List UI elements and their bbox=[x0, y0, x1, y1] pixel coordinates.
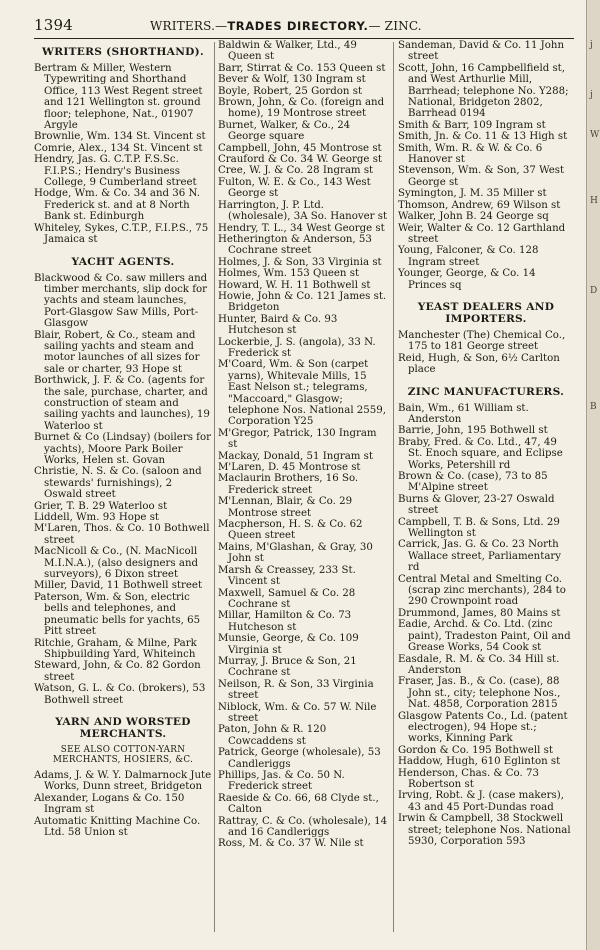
running-head-title: TRADES DIRECTORY. bbox=[227, 19, 369, 33]
directory-entry: Barrie, John, 195 Bothwell st bbox=[398, 425, 548, 437]
directory-entry: Holmes, Wm. 153 Queen st bbox=[218, 268, 360, 280]
directory-entry: M'Laren, D. 45 Montrose st bbox=[218, 462, 361, 474]
directory-entry: Young, Falconer, & Co. 128 Ingram street bbox=[398, 245, 539, 268]
directory-entry: Millar, Hamilton & Co. 73 Hutcheson st bbox=[218, 610, 352, 633]
directory-entry: Hodge, Wm. & Co. 34 and 36 N. Frederick st. and at 8 North Bank st. Edinburgh bbox=[34, 188, 201, 223]
directory-entry: Braby, Fred. & Co. Ltd., 47, 49 St. Enoch square, and Eclipse Works, Petershill rd bbox=[398, 436, 563, 471]
directory-entry: Younger, George, & Co. 14 Princes sq bbox=[398, 268, 536, 291]
directory-entry: Crauford & Co. 34 W. George st bbox=[218, 154, 383, 166]
directory-entry: Bever & Wolf, 130 Ingram st bbox=[218, 74, 366, 86]
directory-entry: Smith, Wm. R. & W. & Co. 6 Hanover st bbox=[398, 142, 543, 166]
directory-entry: M'Laren, Thos. & Co. 10 Bothwell street bbox=[34, 523, 210, 546]
directory-entry: Phillips, Jas. & Co. 50 N. Frederick street bbox=[218, 770, 345, 793]
directory-entry: Harrington, J. P. Ltd. (wholesale), 3A So. Hanover st bbox=[218, 199, 388, 223]
cross-reference-note: SEE ALSO COTTON-YARN MERCHANTS, HOSIERS, &C. bbox=[52, 744, 194, 766]
directory-entry: Stevenson, Wm. & Son, 37 West George st bbox=[398, 165, 565, 188]
directory-entry: Gordon & Co. 195 Bothwell st bbox=[398, 744, 553, 756]
margin-letter: H bbox=[590, 196, 598, 206]
directory-entry: Reid, Hugh, & Son, 6½ Carlton place bbox=[398, 352, 560, 376]
directory-entry: Marsh & Creassey, 233 St. Vincent st bbox=[218, 564, 356, 588]
directory-entry: Murray, J. Bruce & Son, 21 Cochrane st bbox=[218, 655, 357, 679]
directory-entry: Blair, Robert, & Co., steam and sailing yachts and steam and motor launches of all sizes for sale or charter, 93 Hope st bbox=[34, 329, 200, 375]
directory-entry: Paterson, Wm. & Son, electric bells and telephones, and pneumatic bells for yachts, 65 Pitt street bbox=[34, 591, 201, 638]
directory-entry: Eadie, Archd. & Co. Ltd. (zinc paint), Tradeston Paint, Oil and Grease Works, 54 Cook st bbox=[398, 619, 571, 654]
directory-entry: Niblock, Wm. & Co. 57 W. Nile street bbox=[218, 701, 377, 724]
directory-entry: Weir, Walter & Co. 12 Garthland street bbox=[398, 222, 566, 245]
directory-entry: Brown, John, & Co. (foreign and home), 19 Montrose street bbox=[218, 97, 385, 120]
directory-entry: Liddell, Wm. 93 Hope st bbox=[34, 512, 160, 524]
gutter-line bbox=[586, 0, 587, 950]
directory-entry: Boyle, Robert, 25 Gordon st bbox=[218, 85, 363, 97]
directory-entry: Christie, N. S. & Co. (saloon and stewards' furnishings), 2 Oswald street bbox=[34, 466, 202, 501]
section-heading: YACHT AGENTS. bbox=[71, 255, 175, 268]
margin-letter: W bbox=[590, 130, 600, 140]
directory-entry: Borthwick, J. F. & Co. (agents for the sale, purchase, charter, and construction of steam and sailing yachts and launches), 19 Waterloo st bbox=[34, 375, 210, 432]
directory-entry: Henderson, Chas. & Co. 73 Robertson st bbox=[398, 767, 539, 790]
directory-entry: M'Lennan, Blair, & Co. 29 Montrose street bbox=[218, 496, 353, 519]
directory-entry: Thomson, Andrew, 69 Wilson st bbox=[398, 199, 561, 211]
directory-entry: Irving, Robt. & J. (case makers), 43 and 45 Port-Dundas road bbox=[398, 790, 564, 813]
directory-entry: M'Coard, Wm. & Son (carpet yarns), Whitevale Mills, 15 East Nelson st.; telegrams, "Maccoard," Glasgow; telephone Nos. National 2559, Corporation Y25 bbox=[218, 359, 386, 428]
directory-entry: Paton, John & R. 120 Cowcaddens st bbox=[218, 724, 327, 747]
margin-letter: B bbox=[590, 402, 597, 412]
directory-entry: Comrie, Alex., 134 St. Vincent st bbox=[34, 142, 203, 154]
directory-entry: Howie, John & Co. 121 James st. Bridgeton bbox=[218, 290, 387, 314]
directory-entry: Smith & Barr, 109 Ingram st bbox=[398, 119, 546, 131]
directory-entry: Hetherington & Anderson, 53 Cochrane street bbox=[218, 233, 372, 257]
section-heading: YEAST DEALERS AND IMPORTERS. bbox=[417, 300, 555, 325]
facing-page-edge bbox=[586, 0, 600, 950]
directory-entry: MacNicoll & Co., (N. MacNicoll M.I.N.A.), (also designers and surveyors), 6 Dixon street bbox=[34, 546, 199, 581]
directory-entry: Blackwood & Co. saw millers and timber merchants, slip dock for yachts and steam launches, Port-Glasgow Saw Mills, Port-Glasgow bbox=[34, 272, 208, 330]
directory-entry: Haddow, Hugh, 610 Eglinton st bbox=[398, 756, 561, 768]
directory-entry: Holmes, J. & Son, 33 Virginia st bbox=[218, 256, 382, 268]
directory-entry: Campbell, John, 45 Montrose st bbox=[218, 142, 382, 154]
directory-entry: Carrick, Jas. G. & Co. 23 North Wallace street, Parliamentary rd bbox=[398, 539, 562, 574]
running-head: WRITERS.—TRADES DIRECTORY.— ZINC. bbox=[150, 19, 422, 33]
directory-entry: Fulton, W. E. & Co., 143 West George st bbox=[218, 176, 371, 200]
directory-entry: Bertram & Miller, Western Typewriting and Shorthand Office, 113 West Regent street and 121 Wellington st. ground floor; telephone, Nat., 01907 Argyle bbox=[34, 63, 203, 132]
directory-entry: Fraser, Jas. B., & Co. (case), 88 John st., city; telephone Nos., Nat. 4858, Corporation 2815 bbox=[398, 676, 561, 711]
directory-entry: Maxwell, Samuel & Co. 28 Cochrane st bbox=[218, 587, 356, 610]
section-heading: WRITERS (SHORTHAND). bbox=[42, 46, 204, 58]
directory-entry: Patrick, George (wholesale), 53 Candleriggs bbox=[218, 747, 381, 770]
directory-entry: Walker, John B. 24 George sq bbox=[398, 211, 549, 223]
column-divider bbox=[393, 42, 394, 932]
directory-entry: Raeside & Co. 66, 68 Clyde st., Calton bbox=[218, 792, 379, 816]
directory-entry: Bain, Wm., 61 William st. Anderston bbox=[398, 402, 529, 425]
column-left bbox=[34, 40, 212, 838]
margin-letter: j bbox=[590, 90, 593, 100]
directory-entry: Sandeman, David & Co. 11 John street bbox=[398, 40, 565, 63]
directory-entry: Irwin & Campbell, 38 Stockwell street; telephone Nos. National 5930, Corporation 593 bbox=[398, 813, 571, 847]
directory-entry: Lockerbie, J. S. (angola), 33 N. Frederick st bbox=[218, 336, 376, 359]
directory-entry: Whiteley, Sykes, C.T.P., F.I.P.S., 75 Jamaica st bbox=[34, 222, 209, 246]
directory-entry: Hunter, Baird & Co. 93 Hutcheson st bbox=[218, 313, 338, 337]
directory-entry: Hendry, Jas. G. C.T.P. F.S.Sc. F.I.P.S.; Hendry's Business College, 9 Cumberland street bbox=[34, 154, 197, 189]
directory-entry: Smith, Jn. & Co. 11 & 13 High st bbox=[398, 131, 568, 143]
directory-entry: Adams, J. & W. Y. Dalmarnock Jute Works, Dunn street, Bridgeton bbox=[34, 769, 212, 793]
directory-entry: Grier, T. B. 29 Waterloo st bbox=[34, 500, 168, 512]
directory-entry: Campbell, T. B. & Sons, Ltd. 29 Wellington st bbox=[398, 516, 560, 540]
directory-entry: Watson, G. L. & Co. (brokers), 53 Bothwell street bbox=[34, 683, 206, 706]
directory-entry: Mains, M'Glashan, & Gray, 30 John st bbox=[218, 541, 373, 565]
directory-entry: Baldwin & Walker, Ltd., 49 Queen st bbox=[218, 40, 357, 63]
page-header bbox=[34, 16, 574, 38]
section-heading: YARN AND WORSTED MERCHANTS. bbox=[55, 715, 191, 740]
margin-letter: D bbox=[590, 286, 598, 296]
directory-entry: Cree, W. J. & Co. 28 Ingram st bbox=[218, 165, 374, 177]
directory-entry: Brown & Co. (case), 73 to 85 M'Alpine street bbox=[398, 471, 548, 494]
page-number: 1394 bbox=[34, 16, 73, 34]
directory-entry: Ross, M. & Co. 37 W. Nile st bbox=[218, 838, 364, 850]
directory-entry: Rattray, C. & Co. (wholesale), 14 and 16 Candleriggs bbox=[218, 815, 388, 839]
directory-entry: Central Metal and Smelting Co. (scrap zinc merchants), 284 to 290 Crownpoint road bbox=[398, 573, 566, 608]
directory-entry: Neilson, R. & Son, 33 Virginia street bbox=[218, 678, 374, 702]
directory-entry: Drummond, James, 80 Mains st bbox=[398, 607, 561, 619]
directory-entry: Mackay, Donald, 51 Ingram st bbox=[218, 450, 373, 462]
directory-entry: Brownlie, Wm. 134 St. Vincent st bbox=[34, 131, 206, 143]
directory-entry: Barr, Stirrat & Co. 153 Queen st bbox=[218, 62, 386, 74]
directory-entry: Howard, W. H. 11 Bothwell st bbox=[218, 279, 371, 291]
directory-entry: Ritchie, Graham, & Milne, Park Shipbuilding Yard, Whiteinch bbox=[34, 637, 197, 660]
directory-entry: Alexander, Logans & Co. 150 Ingram st bbox=[34, 792, 185, 816]
directory-entry: Hendry, T. L., 34 West George st bbox=[218, 222, 385, 234]
column-right bbox=[398, 40, 574, 847]
margin-letter: j bbox=[590, 40, 593, 50]
directory-entry: Glasgow Patents Co., Ld. (patent electrogen), 94 Hope st.; works, Kinning Park bbox=[398, 710, 568, 745]
column-middle bbox=[218, 40, 388, 850]
directory-entry: Symington, J. M. 35 Miller st bbox=[398, 188, 547, 200]
directory-entry: Burnet & Co (Lindsay) (boilers for yachts), Moore Park Boiler Works, Helen st. Govan bbox=[34, 432, 211, 466]
column-divider bbox=[214, 42, 215, 932]
section-heading: ZINC MANUFACTURERS. bbox=[407, 385, 565, 398]
directory-entry: Easdale, R. M. & Co. 34 Hill st. Anderston bbox=[398, 653, 560, 676]
directory-entry: Scott, John, 16 Campbellfield st, and West Arthurlie Mill, Barrhead; telephone No. Y288; National, Bridgeton 2802, Barrhead 0194 bbox=[398, 62, 569, 120]
directory-entry: Munsie, George, & Co. 109 Virginia st bbox=[218, 633, 359, 656]
running-head-left: WRITERS. bbox=[150, 19, 216, 33]
header-rule bbox=[34, 38, 574, 39]
directory-entry: Burnet, Walker, & Co., 24 George square bbox=[218, 119, 351, 143]
directory-entry: Maclaurin Brothers, 16 So. Frederick street bbox=[218, 473, 359, 496]
directory-entry: Steward, John, & Co. 82 Gordon street bbox=[34, 660, 201, 683]
directory-entry: M'Gregor, Patrick, 130 Ingram st bbox=[218, 427, 377, 451]
directory-entry: Macpherson, H. S. & Co. 62 Queen street bbox=[218, 519, 363, 542]
directory-entry: Manchester (The) Chemical Co., 175 to 181 George street bbox=[398, 329, 566, 353]
directory-entry: Burns & Glover, 23-27 Oswald street bbox=[398, 493, 555, 517]
directory-entry: Miller, David, 11 Bothwell street bbox=[34, 580, 203, 592]
running-head-right: ZINC. bbox=[384, 19, 422, 33]
directory-entry: Automatic Knitting Machine Co. Ltd. 58 Union st bbox=[34, 815, 201, 838]
